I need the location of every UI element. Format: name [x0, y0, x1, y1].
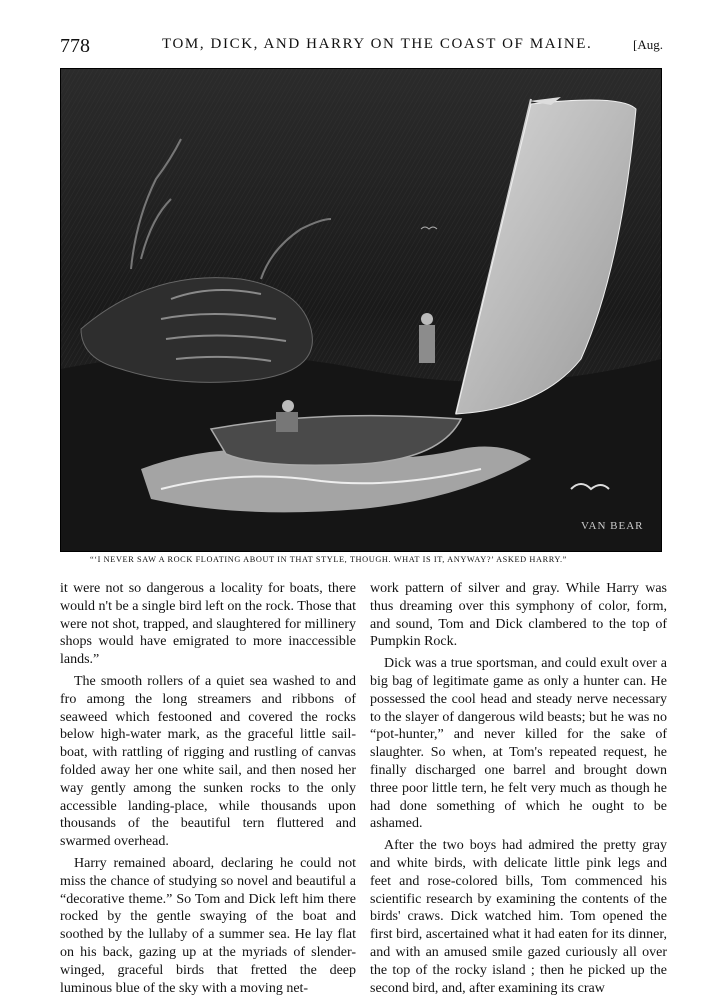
- right-column: [370, 580, 667, 997]
- standing-figure-head: [421, 313, 433, 325]
- standing-figure-body: [419, 325, 435, 363]
- running-title: TOM, DICK, AND HARRY ON THE COAST OF MAINE.: [162, 36, 593, 52]
- paragraph: work pattern of silver and gray. While Harry was thus dreaming over this symphony of color, form, and sound, Tom and Dick clambered to the top of Pumpkin Rock.: [370, 581, 667, 650]
- page-header: [0, 0, 711, 60]
- sailboat-engraving: [61, 69, 661, 551]
- paragraph: it were not so dangerous a locality for boats, there would n't be a single bird left on the rock. Those that were not shot, trapped, and slaughtered for millinery shops would have emigrated to more inaccessible lands.”: [60, 581, 356, 668]
- rowing-figure-body: [276, 412, 298, 432]
- paragraph: Dick was a true sportsman, and could exult over a big bag of legitimate game as only a hunter can. He possessed the cool head and steady nerve necessary to the slayer of dangerous wild beasts; but he was no “pot-hunter,” and never killed for the sake of slaughter. So when, at Tom's repeated request, he finally discharged one barrel and brought down three poor little tern, he felt very much as though he had done something of which he ought to be ashamed.: [370, 656, 667, 832]
- page-number: 778: [60, 35, 90, 57]
- paragraph: Harry remained aboard, declaring he could not miss the chance of studying so novel and beautiful a “decorative theme.” So Tom and Dick left him there rocked by the gentle swaying of the boat and soothed by the lullaby of a summer sea. He lay flat on his back, gazing up at the myriads of slender-winged, graceful birds that fretted the deep luminous blue of the sky with a moving net-: [60, 855, 356, 996]
- rowing-figure-head: [282, 400, 294, 412]
- paragraph: The smooth rollers of a quiet sea washed to and fro among the long streamers and ribbons of seaweed which festooned and covered the rocks below high-water mark, as the graceful little sail-boat, with rattling of rigging and rustling of canvas folded away her one white sail, and then nosed her way gently among the sunken rocks to the only accessible landing-place, while thousands upon thousands of the beautiful tern fluttered and swarmed overhead.: [60, 673, 356, 850]
- issue-month: [Aug.: [633, 37, 663, 52]
- illustration: [60, 68, 662, 552]
- artist-signature: VAN BEAR: [581, 520, 644, 532]
- paragraph: After the two boys had admired the pretty gray and white birds, with delicate little pink legs and feet and rose-colored bills, Tom commenced his scientific research by examining the contents of the birds' craws. Dick watched him. Tom opened the first bird, ascertained what it had eaten for its dinner, and with an amused smile gazed curiously all over the top of the rocky island ; then he picked up the second bird, and, after examining its craw: [370, 838, 667, 996]
- illustration-caption: “‘I NEVER SAW A ROCK FLOATING ABOUT IN THAT STYLE, THOUGH. WHAT IS IT, ANYWAY?’ ASKED HARRY.”: [90, 555, 567, 564]
- left-column: [60, 580, 356, 997]
